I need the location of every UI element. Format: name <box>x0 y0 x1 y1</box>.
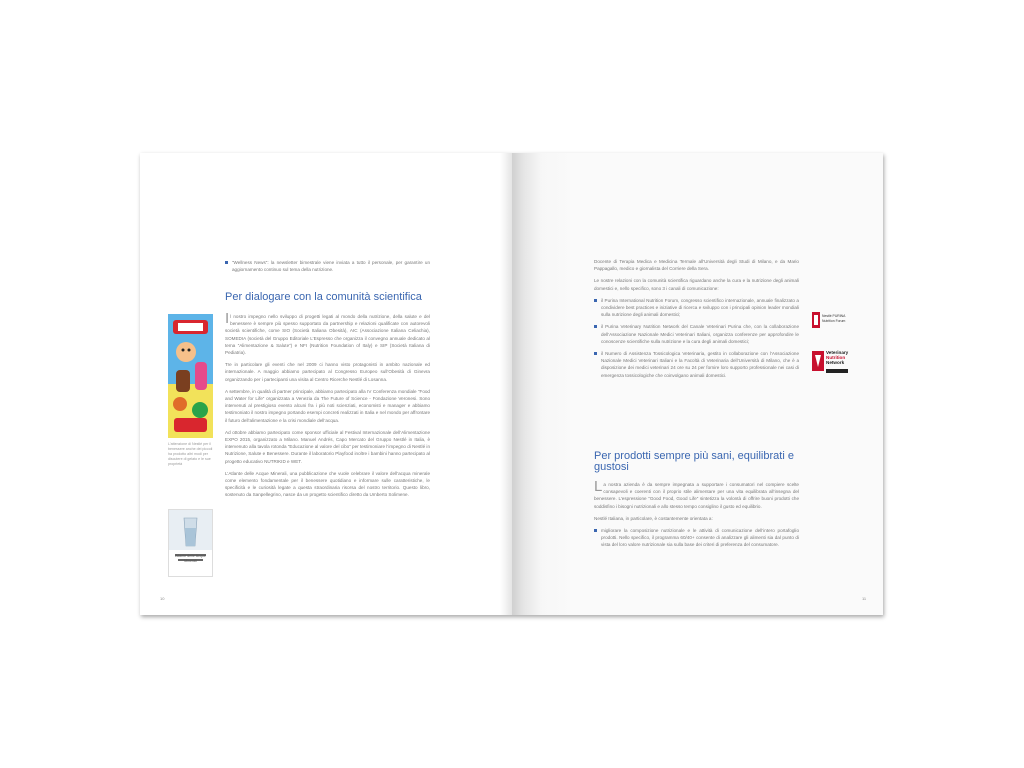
logo-line-veterinary: Veterinary <box>826 350 849 355</box>
para-nestle-orientation: Nestlé Italiana, in particolare, è costantemente orientata a: <box>594 515 713 521</box>
left-body-text <box>225 310 430 504</box>
page-number-right: 11 <box>862 596 867 601</box>
right-body-text-top <box>594 258 799 384</box>
gelato-brochure-illustration <box>168 314 213 438</box>
page-number-left: 10 <box>160 596 165 601</box>
para-partnerships: Il nostro impegno nello sviluppo di progetti legati al mondo della nutrizione, della salute e del benessere è sempre più spesso supportato da partnership e relazioni qualificate con autorevoli società scientifiche, come SIO (Società Italiana Obesità), AIC (Associazione Italiana Celiachia), SOMEDIA (società del Gruppo Editoriale L’Espresso che organizza il convegno annuale dedicato al tema “Alimentazione & Salute”) e NFI (Nutrition Foundation of Italy) e SIP (Società Italiana di Pediatria). <box>225 310 430 356</box>
veterinary-network-logo <box>812 349 857 375</box>
para-atlas-mineral-water: L’Atlante delle Acque Minerali, una pubblicazione che vuole celebrare il valore dell’acqua minerale come elemento fondamentale per il benessere quotidiano e informare sulle caratteristiche, le specificità e le curiosità legate a questa straordinaria risorsa del nostro territorio. Questo libro, sostenuto da Sanpellegrino, nasce da un progetto scientifico diretto da Umberto Solimene. <box>225 470 430 498</box>
right-body-text-bottom <box>594 478 799 554</box>
gelato-brochure-image <box>168 314 213 438</box>
right-page <box>512 153 883 615</box>
purina-forum-logo <box>812 310 857 330</box>
bullet-toxicology-number: il Numero di Assistenza Tossicologica Veterinaria, gestito in collaborazione con l’Associazione Nazionale Medici Veterinari Italiani e la Facoltà di Veterinaria dell’Università di Milano, che è a disposizione dei medici veterinari 24 ore su 24 per fornire loro supporto professionale nei casi di emergenza tossicologiche che coinvolgano animali domestici. <box>594 350 799 379</box>
left-page <box>140 153 512 615</box>
para-pets-intro: Le nostre relazioni con la comunità scientifica riguardano anche la cura e la nutrizione degli animali domestici e, nello specifico, sono 3 i canali di comunicazione: <box>594 278 799 291</box>
para-expo-festival: Ad ottobre abbiamo partecipato come sponsor ufficiale al Festival Internazionale dell’Alimentazione EXPO 2015, organizzato a Milano. Manuel Andrés, Capo Mercato del Gruppo Nestlé in Italia, è intervenuto alla tavola rotonda “Educazione al valore del cibo” per testimoniare l’impegno di Nestlé in Nutrizione, Salute e Benessere. Durante il laboratorio Playfood inoltre i bambini hanno partecipato al progetto educativo NUTRIKID e WET. <box>225 429 430 464</box>
para-professors: Docente di Terapia Medica e Medicina Termale all’Università degli Studi di Milano, e da Mario Pappagallo, medico e giornalista del Corriere della Sera. <box>594 259 799 272</box>
bullet-nutritional-composition: migliorare la composizione nutrizionale e le attività di comunicazione dell’intero portafoglio prodotti. Nello specifico, il programma 60/40+ consente di analizzare gli alimenti sia dal punto di vista del loro valore nutrizionale sia sulla base dei criteri di preferenza del consumatore. <box>594 527 799 549</box>
atlas-book-cover <box>168 509 213 577</box>
section-heading-healthy-products: Per prodotti sempre più sani, equilibrati e gustosi <box>594 450 794 473</box>
bullet-purina-network: il Purina Veterinary Nutrition Network del Canale Veterinari Purina che, con la collaborazione dell’Associazione Nazionale Medici Veterinari Italiani, organizza conferenze per approfondire le conoscenze scientifiche sulla nutrizione e la cura degli animali domestici; <box>594 323 799 345</box>
gelato-image-caption: L’attenzione di Nestlé per il benessere anche dei piccoli ha prodotto altri modi per discutere di gelato e le sue proprietà <box>168 442 213 466</box>
para-food-water-conference: A settembre, in qualità di partner principale, abbiamo partecipato alla IV Conferenza mondiale “Food and Water for Life” organizzata a Venezia da The Future of Science - Fondazione Veronesi. Sono intervenuti al prestigioso evento alcuni fra i più noti scienziati, economisti e manager e abbiamo testimoniato il nostro impegno portando esempi concreti realizzati in Italia e nel mondo per affrontare il futuro dell’alimentazione e la crisi mondiale dell’acqua. <box>225 388 430 423</box>
purina-forum-logo-text: Nestlé PURINA Nutrition Forum <box>822 314 846 323</box>
para-events-2009: Tre in particolare gli eventi che nel 2009 ci hanno visto protagonisti in ambito nazionale ed internazionale. A maggio abbiamo partecipato al Congresso Europeo sull’Obesità di Ginevra organizzando per i partecipanti una visita al Centro Ricerche Nestlé di Losanna. <box>225 362 430 382</box>
bullet-purina-forum: il Purina International Nutrition Forum, congresso scientifico internazionale, annuale finalizzato a condividere best practices e iniziative di ricerca e sviluppo con i principali opinion leader mondiali sulla nutrizione degli animali domestici; <box>594 297 799 319</box>
water-glass-illustration <box>169 510 212 576</box>
book-spread <box>140 153 883 615</box>
logo-line-nutrition: Nutrition <box>826 355 846 360</box>
atlas-cover-title: Atlante delle Acque Minerali <box>175 554 206 563</box>
logo-line-network: Network <box>826 360 845 365</box>
wellness-news-bullet: “Wellness News”: la newsletter bimestrale viene inviata a tutto il personale, per garantire un aggiornamento continuo sul tema della nutrizione. <box>225 259 430 273</box>
intro-bullet-block <box>225 259 430 278</box>
section-heading-scientific-community: Per dialogare con la comunità scientifica <box>225 291 422 303</box>
veterinary-network-logo-text <box>826 350 848 365</box>
para-good-food-good-life: La nostra azienda è da sempre impegnata a supportare i consumatori nel compiere scelte consapevoli e coerenti con il proprio stile alimentare per una vita equilibrata all’insegna del benessere. L’espressione “Good Food, Good Life” sintetizza la volontà di offrire buoni prodotti che soddisfino i bisogni nutrizionali e allo stesso tempo consiglino il gusto ed equilibrio. <box>594 478 799 509</box>
